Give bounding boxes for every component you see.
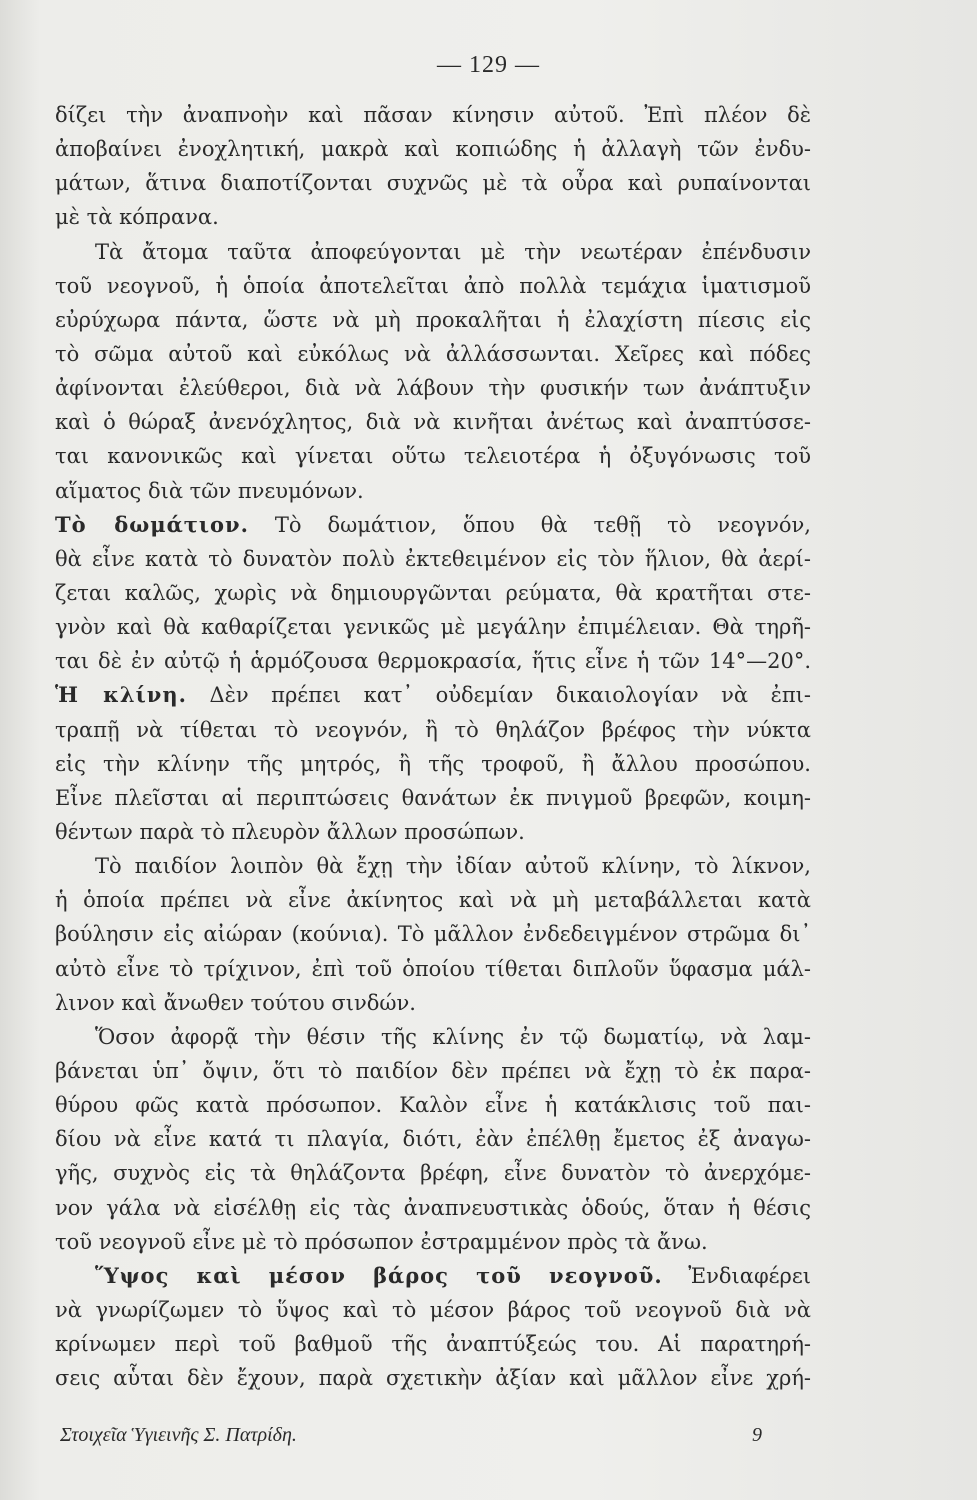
text-line bbox=[55, 576, 811, 610]
text-line bbox=[55, 713, 811, 747]
text-line bbox=[55, 474, 811, 508]
text-line bbox=[55, 1327, 811, 1361]
text-line bbox=[55, 235, 811, 269]
text-line bbox=[55, 337, 811, 371]
section-heading: Ἡ κλίνη. bbox=[55, 682, 187, 708]
text-line bbox=[55, 542, 811, 576]
line-text: μάτων, ἅτινα διαποτίζονται συχνῶς μὲ τὰ οὖρα καὶ ρυπαίνονται bbox=[55, 171, 811, 196]
line-text: λινον καὶ ἄνωθεν τούτου σινδών. bbox=[55, 990, 416, 1015]
text-line bbox=[55, 1088, 811, 1122]
line-text: καὶ ὁ θώραξ ἀνενόχλητος, διὰ νὰ κινῆται ἀνέτως καὶ ἀναπτύσσε- bbox=[55, 410, 811, 435]
line-text: τοῦ νεογνοῦ, ἡ ὁποία ἀποτελεῖται ἀπὸ πολλὰ τεμάχια ἱματισμοῦ bbox=[55, 273, 811, 298]
body-text bbox=[55, 98, 811, 1395]
text-line bbox=[55, 405, 811, 439]
line-text: γνὸν καὶ θὰ καθαρίζεται γενικῶς μὲ μεγάλην ἐπιμέλειαν. Θὰ τηρῆ- bbox=[55, 615, 811, 640]
text-line bbox=[55, 1020, 811, 1054]
line-text: τραπῇ νὰ τίθεται τὸ νεογνόν, ἢ τὸ θηλάζον βρέφος τὴν νύκτα bbox=[55, 717, 811, 742]
line-text: τοῦ νεογνοῦ εἶνε μὲ τὸ πρόσωπον ἐστραμμένον πρὸς τὰ ἄνω. bbox=[55, 1229, 708, 1254]
line-text: μὲ τὰ κόπρανα. bbox=[55, 205, 219, 230]
line-text: ἀποβαίνει ἐνοχλητική, μακρὰ καὶ κοπιώδης ἡ ἀλλαγὴ τῶν ἐνδυ- bbox=[55, 137, 811, 162]
line-text: σεις αὗται δὲν ἔχουν, παρὰ σχετικὴν ἀξίαν καὶ μᾶλλον εἶνε χρή- bbox=[55, 1366, 811, 1391]
text-line bbox=[55, 1122, 811, 1156]
line-text: κρίνωμεν περὶ τοῦ βαθμοῦ τῆς ἀναπτύξεώς του. Αἱ παρατηρή- bbox=[55, 1332, 811, 1357]
line-text: ἀφίνονται ἐλεύθεροι, διὰ νὰ λάβουν τὴν φυσικήν των ἀνάπτυξιν bbox=[55, 376, 811, 401]
page-number: — 129 — bbox=[437, 52, 540, 78]
text-line bbox=[55, 917, 811, 951]
line-text: νον γάλα νὰ εἰσέλθῃ εἰς τὰς ἀναπνευστικὰς ὁδούς, ὅταν ἡ θέσις bbox=[55, 1195, 811, 1220]
text-line bbox=[55, 269, 811, 303]
text-line bbox=[55, 883, 811, 917]
text-line bbox=[55, 1361, 811, 1395]
line-text: γῆς, συχνὸς εἰς τὰ θηλάζοντα βρέφη, εἶνε δυνατὸν τὸ ἀνερχόμε- bbox=[55, 1161, 811, 1186]
line-text: Τὸ δωμάτιον, ὅπου θὰ τεθῇ τὸ νεογνόν, bbox=[248, 512, 811, 537]
line-text: θὰ εἶνε κατὰ τὸ δυνατὸν πολὺ ἐκτεθειμένον εἰς τὸν ἥλιον, θὰ ἀερί- bbox=[55, 546, 811, 571]
line-text: Εἶνε πλεῖσται αἱ περιπτώσεις θανάτων ἐκ πνιγμοῦ βρεφῶν, κοιμη- bbox=[55, 785, 811, 810]
line-text: ται κανονικῶς καὶ γίνεται οὕτω τελειοτέρα ἡ ὀξυγόνωσις τοῦ bbox=[55, 444, 811, 469]
text-line bbox=[55, 303, 811, 337]
text-line bbox=[55, 439, 811, 473]
text-line bbox=[55, 678, 811, 712]
text-line bbox=[55, 200, 811, 234]
line-text: βούλησιν εἰς αἰώραν (κούνια). Τὸ μᾶλλον ἐνδεδειγμένον στρῶμα δι᾽ bbox=[55, 922, 811, 947]
text-line bbox=[55, 747, 811, 781]
line-text: Δὲν πρέπει κατ᾽ οὐδεμίαν δικαιολογίαν νὰ ἐπι- bbox=[186, 683, 811, 708]
text-line bbox=[55, 371, 811, 405]
line-text: αἵματος διὰ τῶν πνευμόνων. bbox=[55, 478, 364, 503]
text-line bbox=[55, 508, 811, 542]
line-text: εἰς τὴν κλίνην τῆς μητρός, ἢ τῆς τροφοῦ, ἢ ἄλλου προσώπου. bbox=[55, 751, 811, 776]
line-text: νὰ γνωρίζωμεν τὸ ὕψος καὶ τὸ μέσον βάρος τοῦ νεογνοῦ διὰ νὰ bbox=[55, 1297, 811, 1322]
line-text: τὸ σῶμα αὐτοῦ καὶ εὐκόλως νὰ ἀλλάσσωνται. Χεῖρες καὶ πόδες bbox=[55, 341, 811, 366]
text-line bbox=[55, 132, 811, 166]
text-line bbox=[55, 1191, 811, 1225]
text-line bbox=[55, 1054, 811, 1088]
line-text: θέντων παρὰ τὸ πλευρὸν ἄλλων προσώπων. bbox=[55, 819, 525, 844]
text-line bbox=[55, 98, 811, 132]
section-heading: Ὕψος καὶ μέσον βάρος τοῦ νεογνοῦ. bbox=[95, 1262, 663, 1288]
line-text: Ἐνδιαφέρει bbox=[662, 1263, 811, 1288]
line-text: αὐτὸ εἶνε τὸ τρίχινον, ἐπὶ τοῦ ὁποίου τίθεται διπλοῦν ὕφασμα μάλ- bbox=[55, 956, 811, 981]
line-text: εὐρύχωρα πάντα, ὥστε νὰ μὴ προκαλῆται ἡ ἐλαχίστη πίεσις εἰς bbox=[55, 307, 811, 332]
line-text: βάνεται ὑπ᾽ ὄψιν, ὅτι τὸ παιδίον δὲν πρέπει νὰ ἔχῃ τὸ ἐκ παρα- bbox=[55, 1058, 811, 1083]
line-text: ἡ ὁποία πρέπει νὰ εἶνε ἀκίνητος καὶ νὰ μὴ μεταβάλλεται κατὰ bbox=[55, 888, 811, 913]
line-text: ζεται καλῶς, χωρὶς νὰ δημιουργῶνται ρεύματα, θὰ κρατῆται στε- bbox=[55, 580, 811, 605]
footer-sheet-number: 9 bbox=[752, 1424, 762, 1446]
text-line bbox=[55, 166, 811, 200]
line-text: δίζει τὴν ἀναπνοὴν καὶ πᾶσαν κίνησιν αὐτοῦ. Ἐπὶ πλέον δὲ bbox=[55, 103, 811, 127]
line-text: δίου νὰ εἶνε κατά τι πλαγία, διότι, ἐὰν ἐπέλθῃ ἔμετος ἐξ ἀναγω- bbox=[55, 1127, 811, 1152]
text-line bbox=[55, 952, 811, 986]
text-line bbox=[55, 644, 811, 678]
line-text: Τὰ ἄτομα ταῦτα ἀποφεύγονται μὲ τὴν νεωτέραν ἐπένδυσιν bbox=[95, 239, 811, 264]
line-text: ται δὲ ἐν αὐτῷ ἡ ἁρμόζουσα θερμοκρασία, ἥτις εἶνε ἡ τῶν 14°—20°. bbox=[55, 649, 811, 674]
section-heading: Τὸ δωμάτιον. bbox=[55, 511, 249, 537]
text-line bbox=[55, 1225, 811, 1259]
text-line bbox=[55, 1156, 811, 1190]
line-text: Ὅσον ἀφορᾷ τὴν θέσιν τῆς κλίνης ἐν τῷ δωματίῳ, νὰ λαμ- bbox=[95, 1024, 811, 1049]
text-line bbox=[55, 1293, 811, 1327]
text-line bbox=[55, 610, 811, 644]
footer-signature: Στοιχεῖα Ὑγιεινῆς Σ. Πατρίδη. bbox=[60, 1424, 297, 1446]
text-line bbox=[55, 1259, 811, 1293]
text-line bbox=[55, 781, 811, 815]
text-line bbox=[55, 815, 811, 849]
text-line bbox=[55, 849, 811, 883]
line-text: Τὸ παιδίον λοιπὸν θὰ ἔχῃ τὴν ἰδίαν αὐτοῦ κλίνην, τὸ λίκνον, bbox=[95, 854, 811, 879]
text-line bbox=[55, 986, 811, 1020]
line-text: θύρου φῶς κατὰ πρόσωπον. Καλὸν εἶνε ἡ κατάκλισις τοῦ παι- bbox=[55, 1093, 811, 1118]
